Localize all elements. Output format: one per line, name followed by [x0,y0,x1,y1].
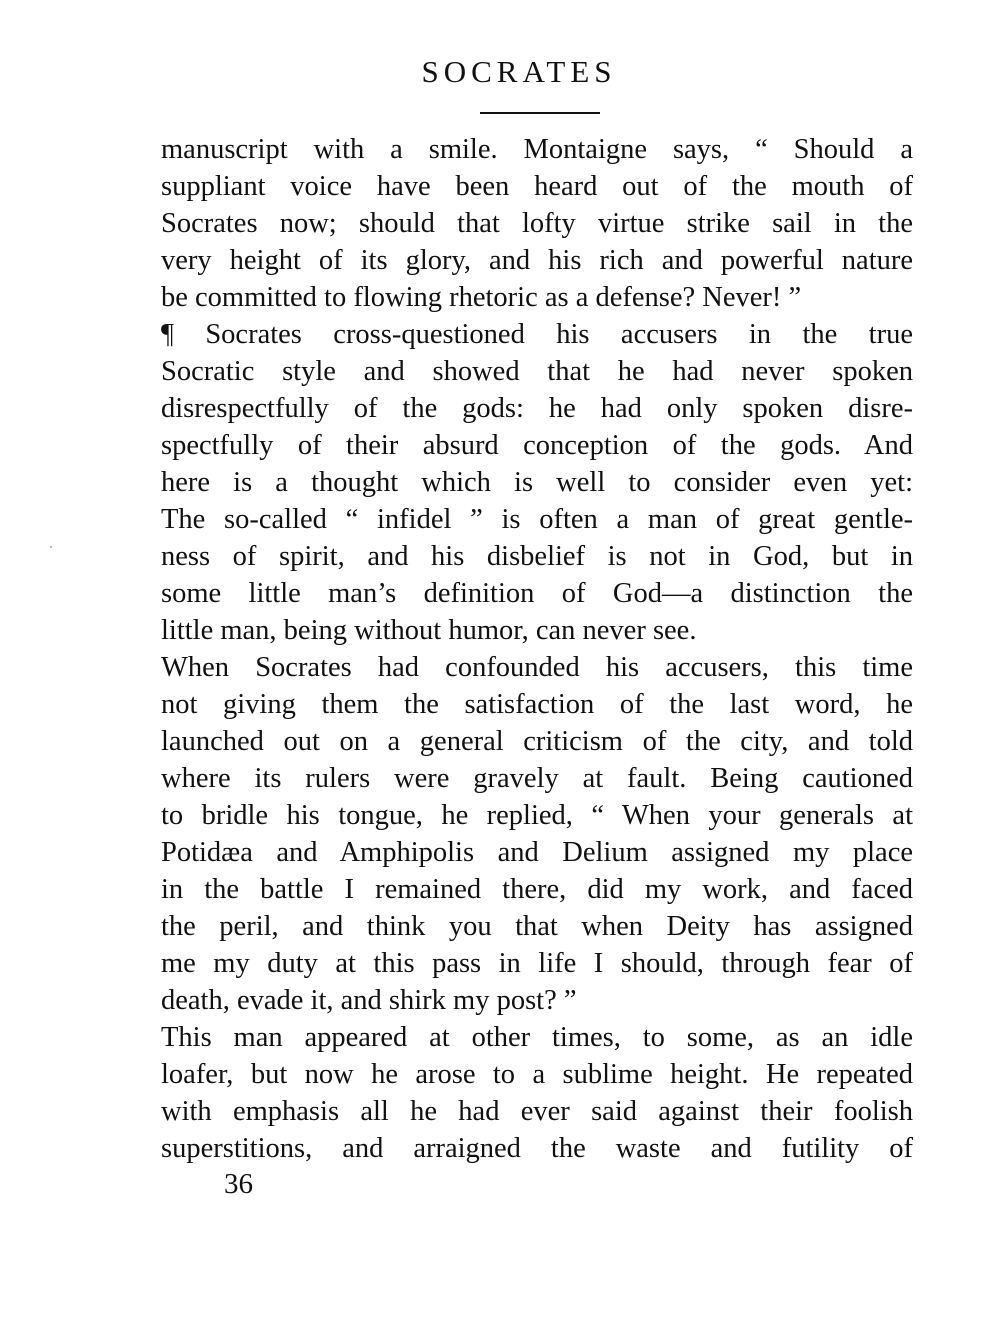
text-line: ¶ Socrates cross-questioned his accusers in the true [161,319,913,350]
text-line: in the battle I remained there, did my work, and faced [161,874,913,905]
text-line: The so-called “ infidel ” is often a man of great gentle- [161,504,913,535]
text-line: the peril, and think you that when Deity has assigned [161,911,913,942]
text-line: When Socrates had confounded his accusers, this time [161,652,913,683]
text-line: This man appeared at other times, to some, as an idle [161,1022,913,1053]
text-line: spectfully of their absurd conception of the gods. And [161,430,913,461]
text-line: Socrates now; should that lofty virtue strike sail in the [161,208,913,239]
text-line: manuscript with a smile. Montaigne says, “ Should a [161,134,913,165]
text-line: to bridle his tongue, he replied, “ When your generals at [161,800,913,831]
body-text [161,131,913,1167]
margin-speck [50,546,52,548]
text-line: superstitions, and arraigned the waste and futility of [161,1133,913,1164]
text-line: Potidæa and Amphipolis and Delium assigned my place [161,837,913,868]
header-rule [480,112,600,114]
text-line: with emphasis all he had ever said against their foolish [161,1096,913,1127]
text-line: not giving them the satisfaction of the last word, he [161,689,913,720]
text-line: some little man’s definition of God—a distinction the [161,578,913,609]
page-number: 36 [224,1168,253,1200]
text-line: loafer, but now he arose to a sublime height. He repeated [161,1059,913,1090]
text-line: little man, being without humor, can never see. [161,615,697,646]
text-line: very height of its glory, and his rich and powerful nature [161,245,913,276]
text-line: launched out on a general criticism of the city, and told [161,726,913,757]
text-line: be committed to flowing rhetoric as a defense? Never! ” [161,282,802,313]
text-line: Socratic style and showed that he had never spoken [161,356,913,387]
running-head-title: SOCRATES [421,54,617,89]
text-line: here is a thought which is well to consider even yet: [161,467,913,498]
text-line: death, evade it, and shirk my post? ” [161,985,577,1016]
text-line: disrespectfully of the gods: he had only spoken disre- [161,393,913,424]
text-line: where its rulers were gravely at fault. Being cautioned [161,763,913,794]
text-line: me my duty at this pass in life I should, through fear of [161,948,913,979]
text-line: ness of spirit, and his disbelief is not in God, but in [161,541,913,572]
text-line: suppliant voice have been heard out of the mouth of [161,171,913,202]
